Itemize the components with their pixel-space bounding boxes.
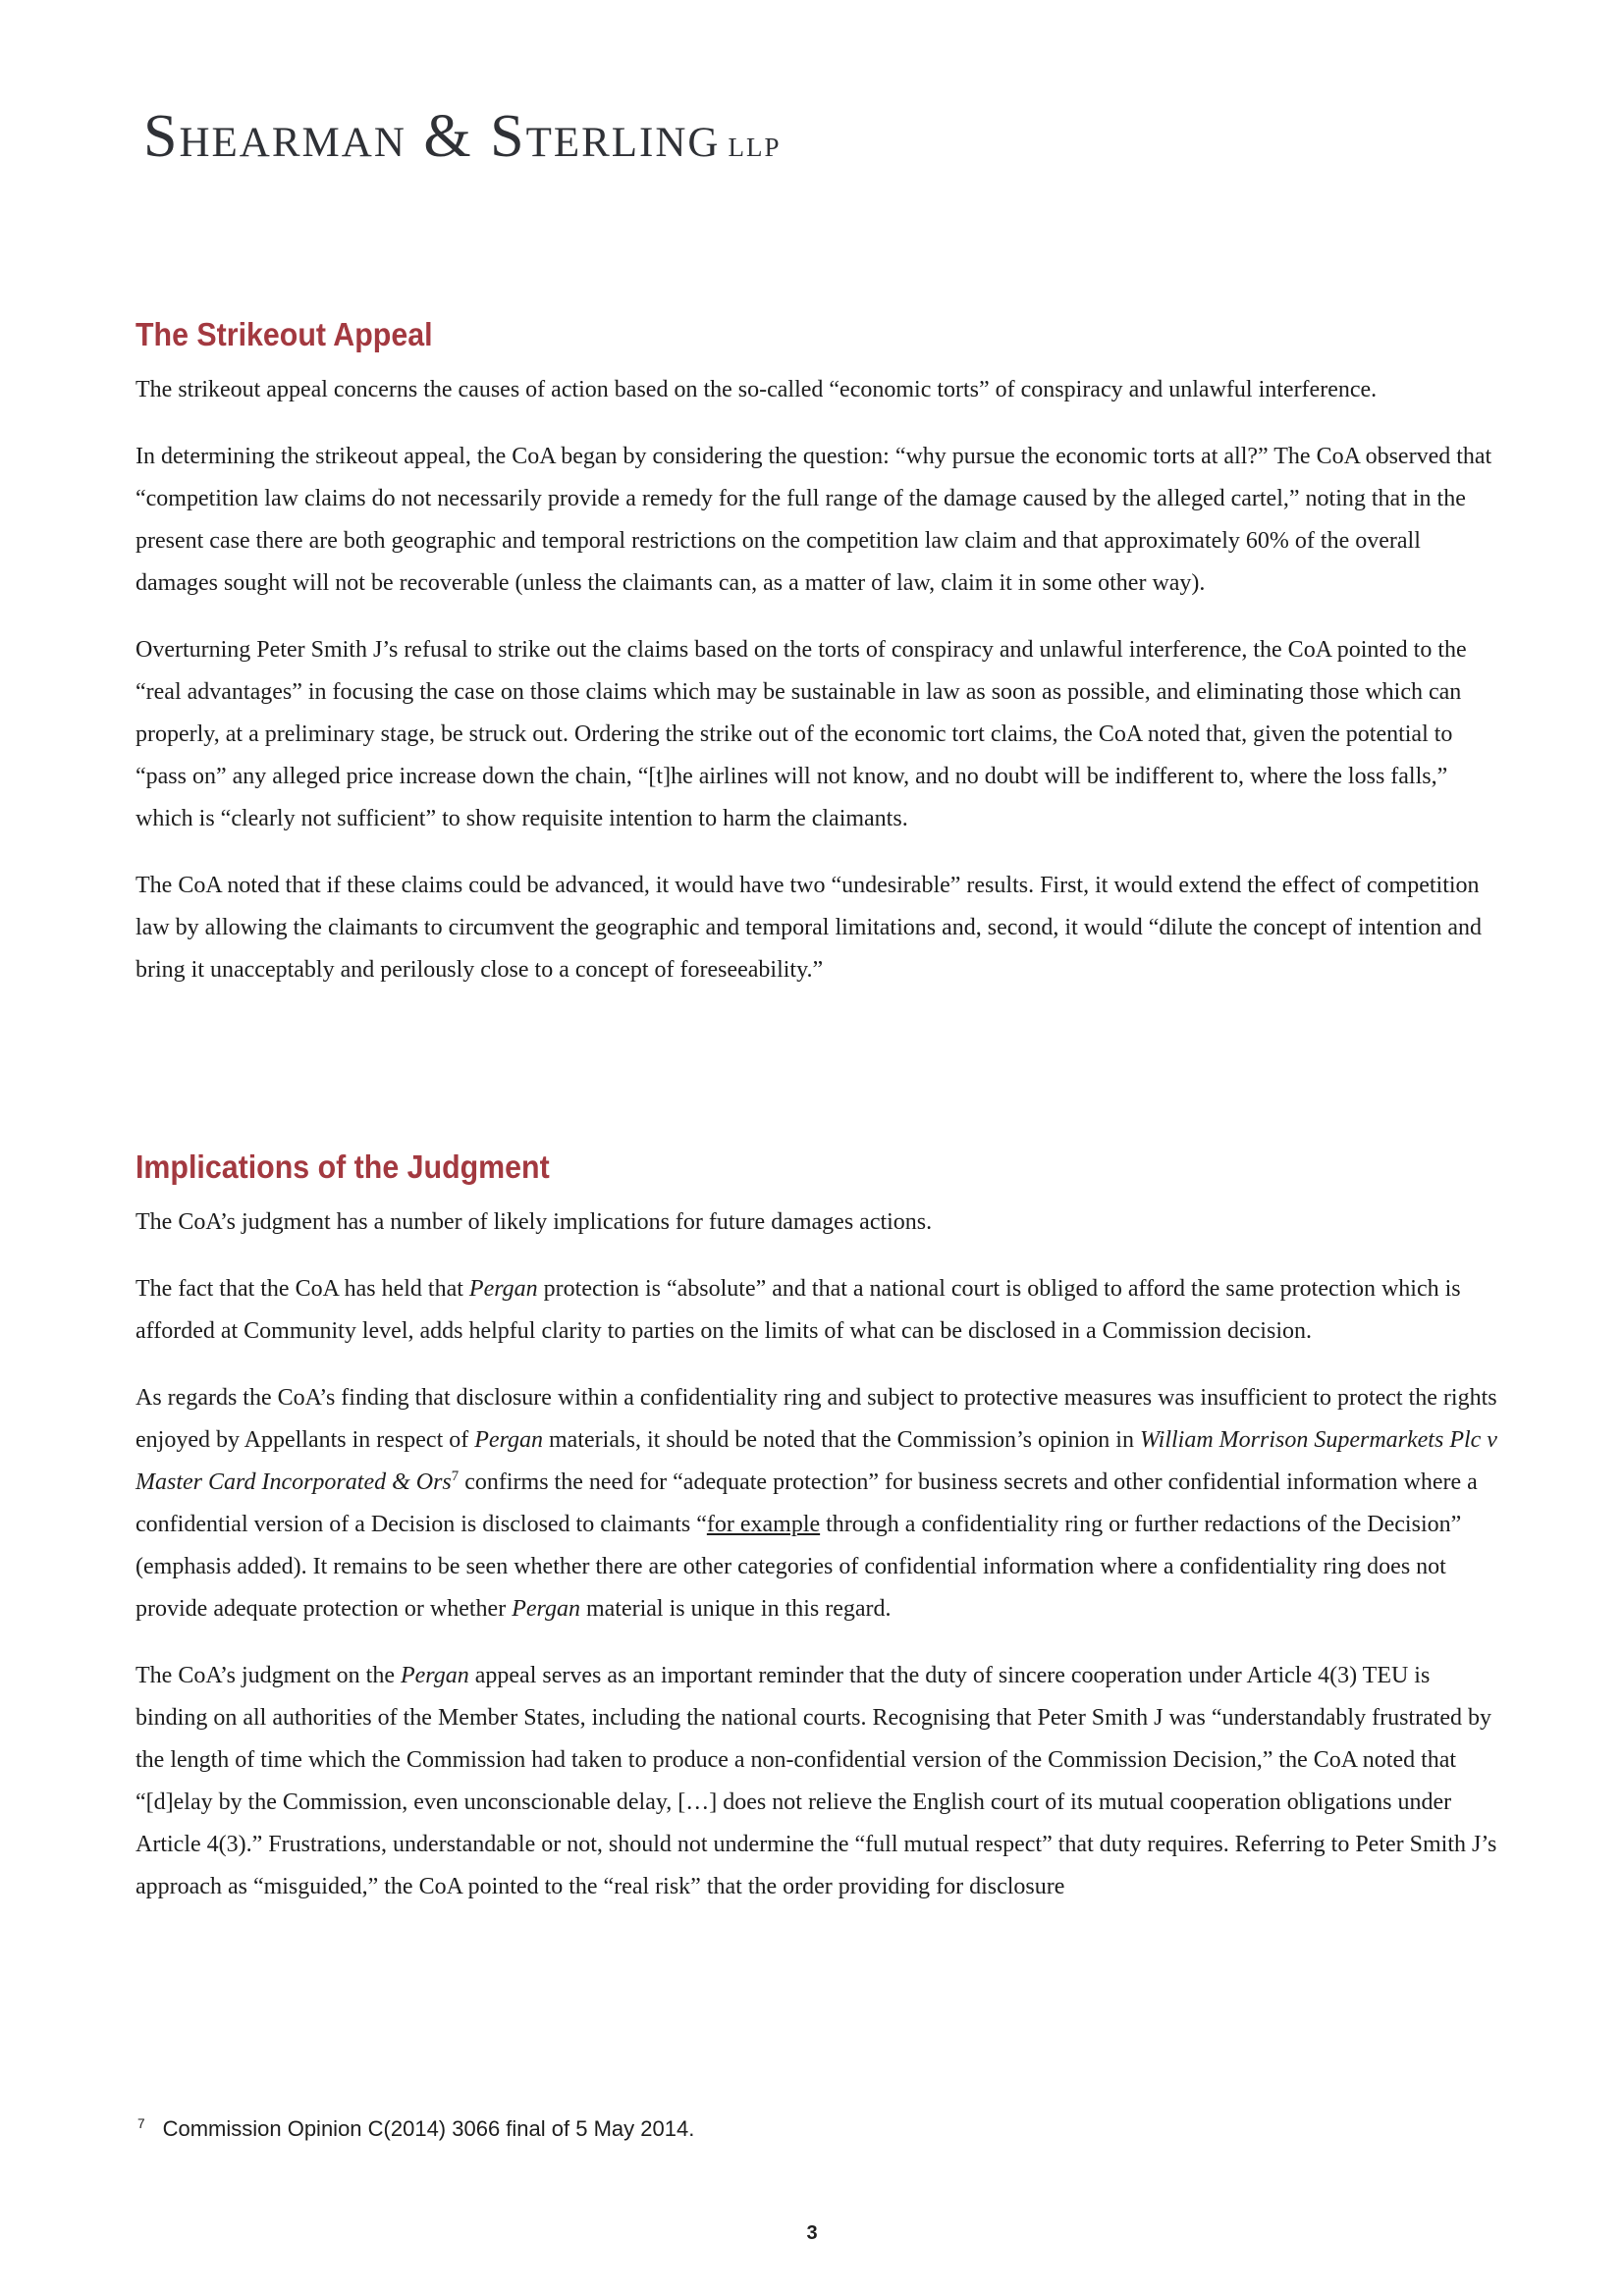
paragraph <box>135 1377 1502 1630</box>
section-heading-strikeout-appeal: The Strikeout Appeal <box>135 316 433 352</box>
case-citation-italic: William Morrison Supermarkets Plc v Master Card Incorporated & Ors <box>135 1427 1497 1495</box>
text-run: As regards the CoA’s finding that disclosure within a confidentiality ring and subject to protective measures was insufficient to protect the rights enjoyed by Appellants in respect of <box>135 1385 1497 1453</box>
paragraph <box>135 865 1502 991</box>
section-strikeout-appeal <box>135 316 1502 1016</box>
text-run: The fact that the CoA has held that <box>135 1276 469 1302</box>
text-run: confirms the need for “adequate protection” for business secrets and other confidential information where a confidential version of a Decision is disclosed to claimants “ <box>135 1469 1478 1537</box>
paragraph <box>135 1201 1502 1244</box>
text-run: The CoA’s judgment on the <box>135 1663 401 1688</box>
footnote-text: Commission Opinion C(2014) 3066 final of 5 May 2014. <box>162 2116 695 2141</box>
text-run: material is unique in this regard. <box>579 1596 892 1622</box>
footnote-marker: 7 <box>137 2115 145 2131</box>
text-run: Overturning Peter Smith J’s refusal to strike out the claims based on the torts of conspiracy and unlawful interference, the CoA pointed to the “real advantages” in focusing the case on those claims which may be sustainable in law as soon as possible, and eliminating those which can properly, at a preliminary stage, be struck out. Ordering the strike out of the economic tort claims, the CoA noted that, given the potential to “pass on” any alleged price increase down the chain, “[t]he airlines will not know, and no doubt will be indifferent to, where the loss falls,” which is “clearly not sufficient” to show requisite intention to harm the claimants. <box>135 637 1467 831</box>
text-run: The CoA noted that if these claims could be advanced, it would have two “undesirable” results. First, it would extend the effect of competition law by allowing the claimants to circumvent the geographic and temporal limitations and, second, it would “dilute the concept of intention and bring it unacceptably and perilously close to a concept of foreseeability.” <box>135 873 1482 983</box>
paragraph <box>135 629 1502 840</box>
logo-suffix: LLP <box>728 133 782 162</box>
section-implications <box>135 1148 1502 1933</box>
logo-name: Shearman & Sterling <box>143 103 721 170</box>
text-run: appeal serves as an important reminder that the duty of sincere cooperation under Article 4(3) TEU is binding on all authorities of the Member States, including the national courts. Recognising that Peter Smith J was “understandably frustrated by the length of time which the Commission had taken to produce a non-confidential version of the Commission Decision,” the CoA noted that “[d]elay by the Commission, even unconscionable delay, […] does not relieve the English court of its mutual cooperation obligations under Article 4(3).” Frustrations, understandable or not, should not undermine the “full mutual respect” that duty requires. Referring to Peter Smith J’s approach as “misguided,” the CoA pointed to the “real risk” that the order providing for disclosure <box>135 1663 1497 1899</box>
paragraph <box>135 1655 1502 1908</box>
case-name-italic: Pergan <box>400 1663 469 1688</box>
case-name-italic: Pergan <box>512 1596 580 1622</box>
paragraph <box>135 436 1502 605</box>
section-heading-implications: Implications of the Judgment <box>135 1148 550 1185</box>
text-run: The strikeout appeal concerns the causes of action based on the so-called “economic torts” of conspiracy and unlawful interference. <box>135 377 1378 402</box>
case-name-italic: Pergan <box>468 1276 538 1302</box>
paragraph <box>135 1268 1502 1353</box>
paragraph <box>135 369 1502 411</box>
case-name-italic: Pergan <box>474 1427 544 1453</box>
page-number: 3 <box>806 2222 818 2244</box>
underline-run: for example <box>706 1512 821 1537</box>
text-run: In determining the strikeout appeal, the CoA began by considering the question: “why pursue the economic torts at all?” The CoA observed that “competition law claims do not necessarily provide a remedy for the full range of the damage caused by the alleged cartel,” noting that in the present case there are both geographic and temporal restrictions on the competition law claim and that approximately 60% of the overall damages sought will not be recoverable (unless the claimants can, as a matter of law, claim it in some other way). <box>135 444 1492 596</box>
text-run: materials, it should be noted that the Commission’s opinion in <box>543 1427 1140 1453</box>
text-run: The CoA’s judgment has a number of likely implications for future damages actions. <box>135 1209 933 1235</box>
footnote <box>137 2116 1502 2142</box>
text-run: through a confidentiality ring or further redactions of the Decision” (emphasis added). It remains to be seen whether there are other categories of confidential information where a confidentiality ring does not provide adequate protection or whether <box>135 1512 1462 1622</box>
footnote-reference: 7 <box>451 1468 460 1484</box>
text-run: protection is “absolute” and that a national court is obliged to afford the same protection which is afforded at Community level, adds helpful clarity to parties on the limits of what can be disclosed in a Commission decision. <box>135 1276 1461 1344</box>
firm-logo <box>143 102 782 172</box>
